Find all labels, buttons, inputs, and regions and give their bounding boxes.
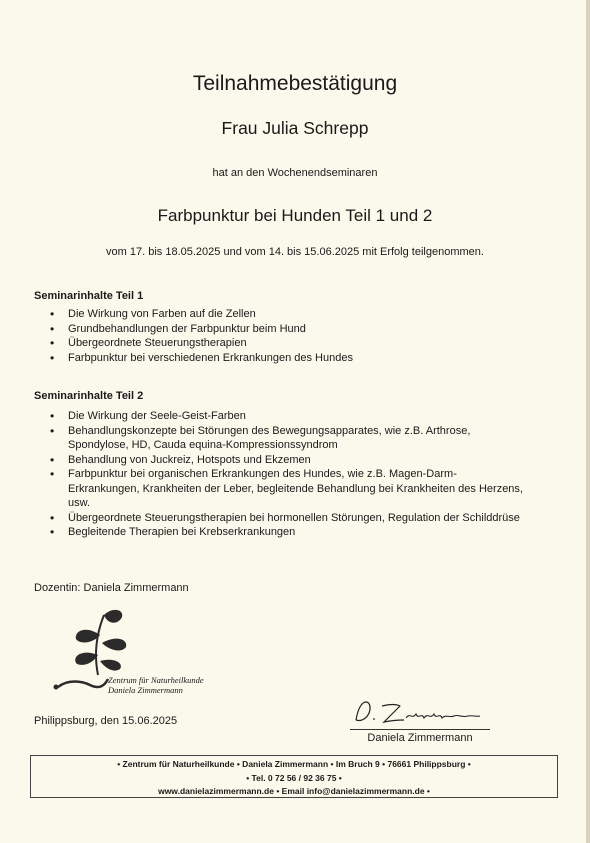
attendance-dates: vom 17. bis 18.05.2025 und vom 14. bis 15.06.2025 mit Erfolg teilgenommen. — [106, 246, 484, 258]
list-item: • Die Wirkung von Farben auf die Zellen — [34, 307, 534, 322]
lecturer: Dozentin: Daniela Zimmermann — [34, 582, 189, 594]
list-item: • Farbpunktur bei verschiedenen Erkrankungen des Hundes — [34, 351, 534, 366]
signature-name: Daniela Zimmermann — [367, 732, 473, 744]
page-edge — [586, 0, 590, 843]
logo-line2: Daniela Zimmermann — [108, 685, 183, 695]
place-date: Philippsburg, den 15.06.2025 — [34, 715, 178, 727]
footer-address: • Zentrum für Naturheilkunde • Daniela Zimmermann • Im Bruch 9 • 76661 Philippsburg • — [117, 759, 471, 769]
list-item: • Übergeordnete Steuerungstherapien bei hormonellen Störungen, Regulation der Schilddrüse — [34, 511, 524, 526]
footer-box — [30, 755, 558, 798]
recipient-name: Frau Julia Schrepp — [221, 118, 369, 138]
course-title: Farbpunktur bei Hunden Teil 1 und 2 — [157, 206, 433, 225]
part2-heading: Seminarinhalte Teil 2 — [34, 390, 144, 402]
certificate-title: Teilnahmebestätigung — [192, 72, 398, 95]
part1-heading: Seminarinhalte Teil 1 — [34, 290, 144, 302]
list-item: • Farbpunktur bei organischen Erkrankungen des Hundes, wie z.B. Magen-Darm-Erkrankungen, Krankheiten der Leber, begleitende Behandlung bei Krankheiten des Herzens, usw. — [34, 467, 524, 511]
logo-text — [108, 675, 204, 695]
intro-text: hat an den Wochenendseminaren — [212, 167, 378, 179]
footer-web-email: www.danielazimmermann.de • Email info@danielazimmermann.de • — [158, 786, 430, 796]
part2-list — [34, 409, 524, 540]
list-item: • Die Wirkung der Seele-Geist-Farben — [34, 409, 524, 424]
list-item: • Übergeordnete Steuerungstherapien — [34, 336, 534, 351]
handwritten-signature — [350, 694, 490, 730]
logo-line1: Zentrum für Naturheilkunde — [108, 675, 204, 685]
signature-line — [350, 729, 490, 730]
footer-phone: • Tel. 0 72 56 / 92 36 75 • — [246, 772, 342, 783]
part1-list — [34, 307, 534, 365]
list-item: • Grundbehandlungen der Farbpunktur beim Hund — [34, 322, 534, 337]
list-item: • Behandlung von Juckreiz, Hotspots und Ekzemen — [34, 453, 524, 468]
list-item: • Behandlungskonzepte bei Störungen des Bewegungsapparates, wie z.B. Arthrose, Spondylose, HD, Cauda equina-Kompressionssyndrom — [34, 424, 524, 453]
list-item: • Begleitende Therapien bei Krebserkrankungen — [34, 525, 524, 540]
